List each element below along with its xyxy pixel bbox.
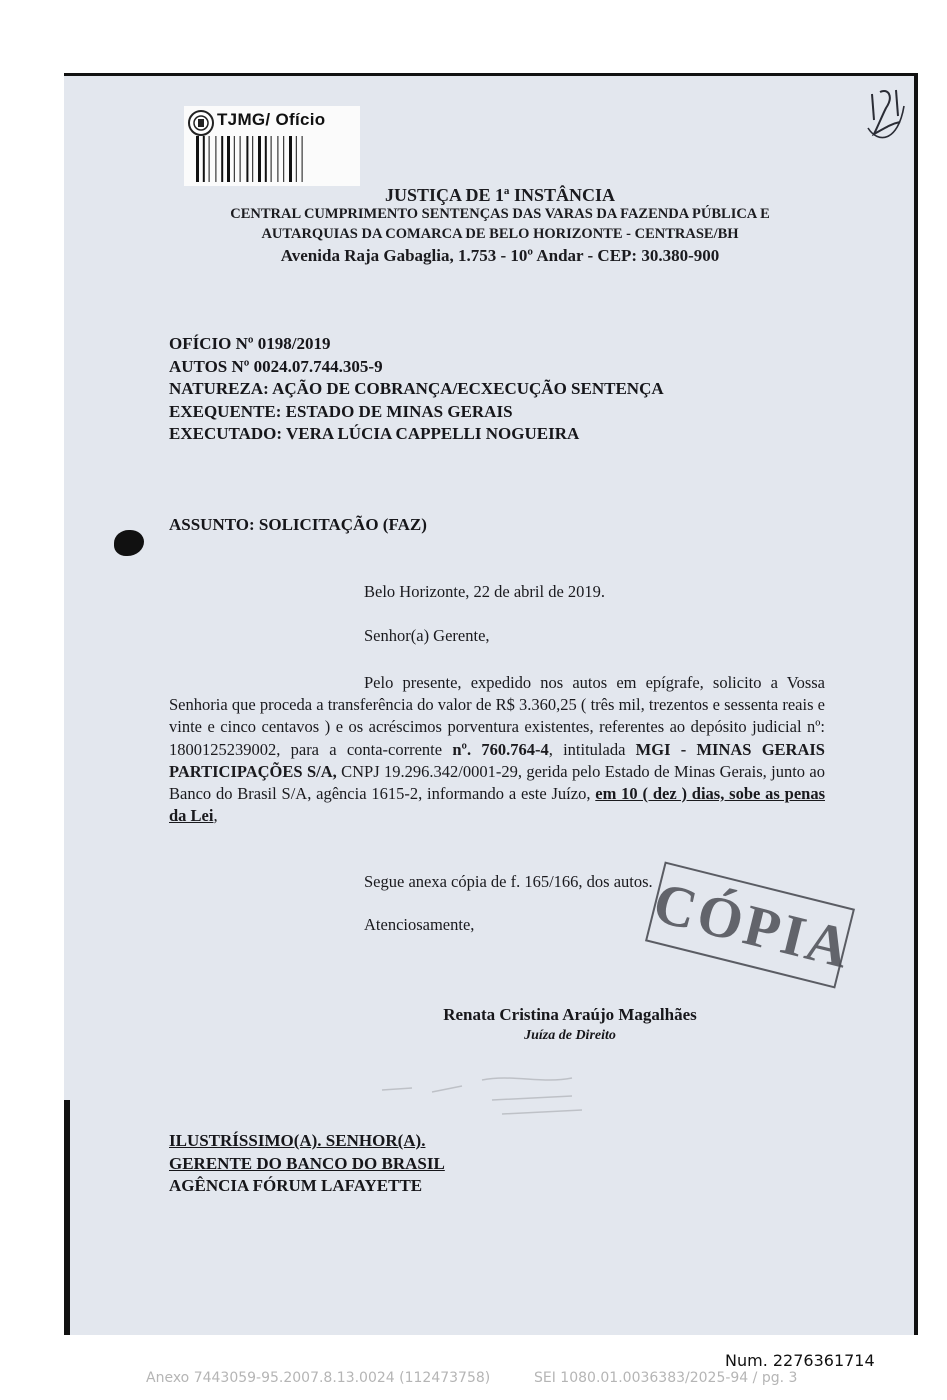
central-line-2: AUTARQUIAS DA COMARCA DE BELO HORIZONTE - CENTRASE/BH — [261, 226, 739, 242]
central-line-1: CENTRAL CUMPRIMENTO SENTENÇAS DAS VARAS DA FAZENDA PÚBLICA E — [230, 206, 770, 222]
stamp-text: CÓPIA — [647, 869, 859, 982]
recipient-line-2: GERENTE DO BANCO DO BRASIL — [169, 1153, 445, 1173]
barcode-bar — [252, 136, 253, 182]
body-text-4: , — [213, 806, 218, 826]
executado: EXECUTADO: VERA LÚCIA CAPPELLI NOGUEIRA — [169, 424, 580, 443]
document-number: Num. 2276361714 — [725, 1351, 875, 1370]
court-name: JUSTIÇA DE 1ª INSTÂNCIA — [385, 185, 615, 205]
barcode-bar — [196, 136, 199, 182]
recipient-line-3: AGÊNCIA FÓRUM LAFAYETTE — [169, 1176, 423, 1195]
barcode-bar — [209, 136, 210, 182]
barcode-bar — [296, 136, 297, 182]
exequente: EXEQUENTE: ESTADO DE MINAS GERAIS — [169, 401, 513, 421]
deadline: em 10 ( dez ) dias, sobe as penas da Lei — [169, 784, 825, 826]
attachment-note: Segue anexa cópia de f. 165/166, dos autos. — [364, 872, 653, 891]
salutation: Senhor(a) Gerente, — [364, 626, 490, 645]
case-info — [169, 333, 664, 446]
handwritten-page-number — [860, 86, 908, 148]
barcode-bar — [246, 136, 248, 182]
account-number: nº. 760.764-4 — [452, 739, 549, 759]
barcode-bar — [265, 136, 267, 182]
signatory-role: Juíza de Direito — [524, 1028, 616, 1043]
barcode-bar — [289, 136, 292, 182]
natureza: NATUREZA: AÇÃO DE COBRANÇA/ECXECUÇÃO SENTENÇA — [169, 379, 664, 398]
closing: Atenciosamente, — [364, 915, 475, 934]
letter-date: Belo Horizonte, 22 de abril de 2019. — [364, 582, 606, 601]
barcode-bar — [227, 136, 230, 182]
letterhead-label: TJMG/ Ofício — [217, 110, 326, 129]
oficio-number: OFÍCIO Nº 0198/2019 — [169, 334, 331, 353]
letter-body — [169, 672, 825, 827]
barcode-bar — [283, 136, 284, 182]
barcode-bar — [240, 136, 241, 182]
barcode-bar — [302, 136, 303, 182]
body-text-2: , intitulada — [548, 739, 626, 759]
annex-reference: Anexo 7443059-95.2007.8.13.0024 (112473758) — [146, 1370, 491, 1386]
scan-border-right — [914, 73, 918, 1335]
recipient-line-1: ILUSTRÍSSIMO(A). SENHOR(A). — [169, 1131, 426, 1150]
scan-border-left — [64, 1100, 70, 1335]
barcode-bar — [277, 136, 278, 182]
court-address: Avenida Raja Gabaglia, 1.753 - 10º Andar - CEP: 30.380-900 — [280, 246, 720, 265]
barcode — [194, 136, 350, 182]
faint-bleedthrough-marks — [372, 1070, 602, 1130]
recipient — [169, 1130, 445, 1198]
subject: ASSUNTO: SOLICITAÇÃO (FAZ) — [169, 515, 427, 534]
body-text-3: CNPJ 19.296.342/0001-29, gerida pelo Estado de Minas Gerais, junto ao Banco do Brasil S/A, agência 1615-2, informando a este Juízo, — [169, 761, 825, 804]
scan-border-top — [64, 73, 915, 76]
autos-number: AUTOS Nº 0024.07.744.305-9 — [169, 356, 383, 376]
body-text-1: Pelo presente, expedido nos autos em epígrafe, solicito a Vossa Senhoria que proceda a transferência do valor de R$ 3.360,25 ( três mil, trezentos e sessenta reais e vinte e cinco centavos ) e os acréscimos porventura existentes, referentes ao depósito judicial nº: 1800125239002, para a conta-corrente — [169, 673, 825, 759]
court-seal-icon — [188, 110, 214, 136]
barcode-bar — [271, 136, 272, 182]
barcode-bar — [221, 136, 223, 182]
signatory-name: Renata Cristina Araújo Magalhães — [443, 1005, 697, 1024]
barcode-bar — [215, 136, 216, 182]
barcode-bar — [258, 136, 261, 182]
barcode-bar — [203, 136, 205, 182]
sei-reference: SEI 1080.01.0036383/2025-94 / pg. 3 — [534, 1370, 798, 1386]
company-name: MGI - MINAS GERAIS PARTICIPAÇÕES S/A, — [169, 739, 825, 781]
barcode-bar — [234, 136, 235, 182]
